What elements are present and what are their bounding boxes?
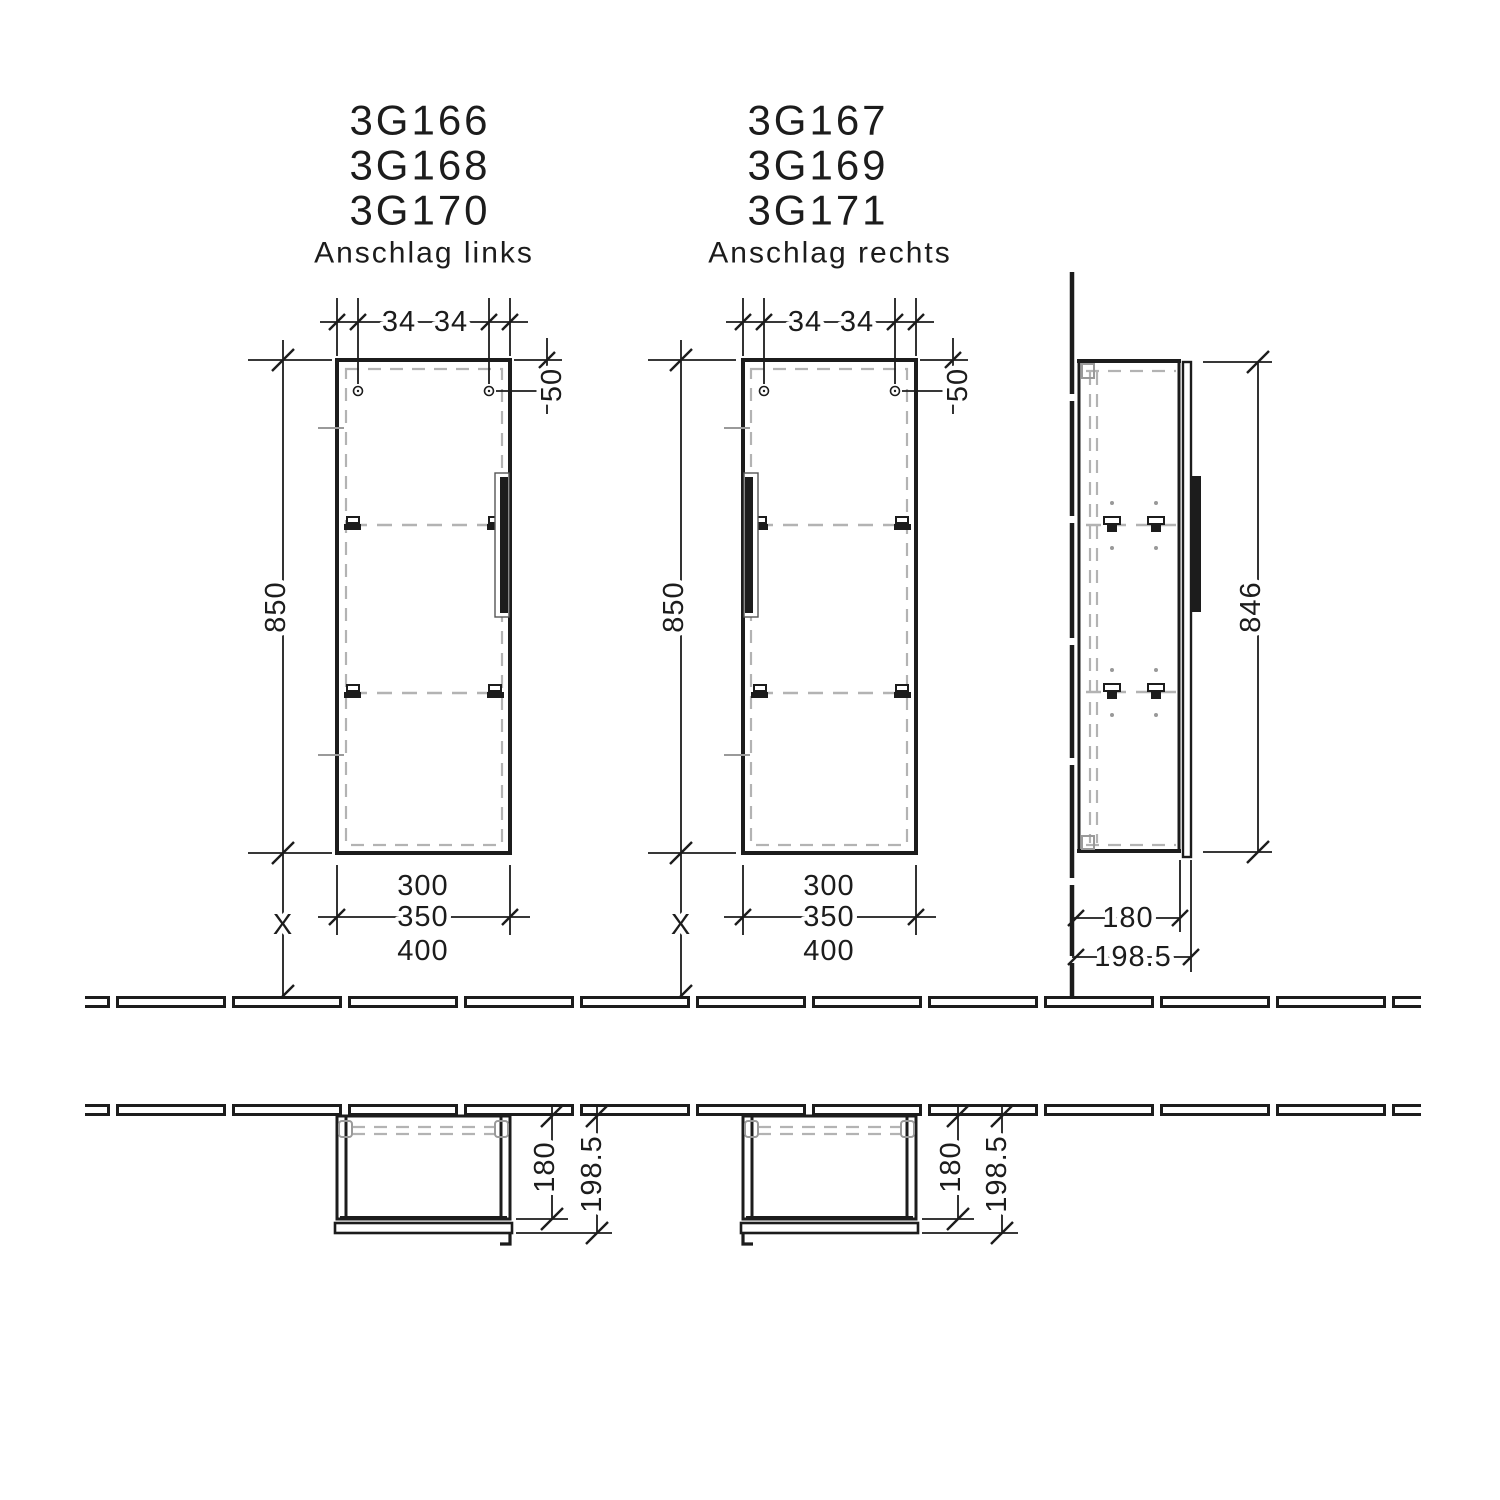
plan-body — [337, 1116, 510, 1219]
dim-label-x: X — [670, 909, 692, 941]
model-number: 3G169 — [747, 141, 889, 189]
dim-label-300: 300 — [397, 870, 449, 902]
handle-dot — [748, 599, 752, 603]
handle-dot — [501, 599, 505, 603]
door-handle — [745, 477, 753, 613]
cabinet-outline — [337, 360, 510, 853]
dim-label-50: 50 — [942, 367, 974, 403]
door-outline-dashed — [751, 369, 907, 845]
side-view — [1072, 272, 1201, 996]
dim-label-180: 180 — [1102, 902, 1154, 934]
wall-section-band — [85, 1104, 1421, 1116]
model-number: 3G167 — [747, 96, 889, 144]
shelf-hardware-row — [1086, 501, 1176, 550]
dim-label-198-5: 198.5 — [1094, 941, 1172, 973]
dim-label-34-right: 34 — [433, 306, 469, 338]
dim-label-198-5: 198.5 — [981, 1135, 1013, 1213]
front-view-left — [318, 360, 510, 853]
screw-hole-center — [894, 390, 896, 392]
dim-label-x: X — [272, 909, 294, 941]
front-view-right — [724, 360, 916, 853]
dimensions-front-right — [648, 298, 974, 1007]
hinge-side-label: Anschlag links — [314, 236, 534, 270]
dim-label-400: 400 — [803, 935, 855, 967]
dim-label-300: 300 — [803, 870, 855, 902]
handle-dot — [501, 487, 505, 491]
dim-label-350: 350 — [397, 901, 449, 933]
title-block-right — [708, 97, 951, 270]
dimensions-front-left — [248, 298, 568, 1007]
title-block-left — [314, 97, 534, 270]
cabinet-side-body — [1079, 361, 1179, 851]
dim-label-850: 850 — [260, 581, 292, 633]
mounting-rail — [1082, 836, 1094, 849]
dim-label-180: 180 — [935, 1141, 967, 1193]
door-outline-dashed — [346, 369, 502, 845]
plan-handle — [743, 1233, 753, 1244]
dim-label-400: 400 — [397, 935, 449, 967]
dim-label-180: 180 — [529, 1141, 561, 1193]
door-handle — [500, 477, 508, 613]
shelf-hardware-row — [1086, 668, 1176, 717]
plan-door — [741, 1223, 918, 1233]
dimensions-plan-left — [516, 1104, 612, 1244]
plan-handle — [500, 1233, 510, 1244]
dimensions-side-view — [1068, 351, 1272, 973]
model-number: 3G168 — [349, 141, 491, 189]
screw-hole-center — [357, 390, 359, 392]
cabinet-outline — [743, 360, 916, 853]
plan-body — [743, 1116, 916, 1219]
dim-label-198-5: 198.5 — [576, 1135, 608, 1213]
dim-label-350: 350 — [803, 901, 855, 933]
screw-hole-center — [763, 390, 765, 392]
floor-section-band — [85, 996, 1421, 1008]
handle-dot — [748, 487, 752, 491]
door-side-profile — [1183, 362, 1191, 857]
screw-hole-center — [488, 390, 490, 392]
model-number: 3G166 — [349, 96, 491, 144]
dim-label-50: 50 — [536, 367, 568, 403]
dim-label-34-left: 34 — [381, 306, 417, 338]
shelf-line — [751, 685, 911, 698]
door-handle-side — [1191, 476, 1201, 612]
dim-label-34-right: 34 — [839, 306, 875, 338]
dim-label-34-left: 34 — [787, 306, 823, 338]
plan-door — [335, 1223, 512, 1233]
plan-view-left — [335, 1116, 512, 1244]
model-number: 3G170 — [349, 186, 491, 234]
dimensions-plan-right — [922, 1104, 1018, 1244]
model-number: 3G171 — [747, 186, 889, 234]
shelf-line — [344, 685, 504, 698]
dim-label-846: 846 — [1235, 581, 1267, 633]
hinge-side-label: Anschlag rechts — [708, 236, 952, 270]
shelf-line — [344, 517, 504, 530]
dim-label-850: 850 — [658, 581, 690, 633]
shelf-line — [751, 517, 911, 530]
plan-view-right — [741, 1116, 918, 1244]
